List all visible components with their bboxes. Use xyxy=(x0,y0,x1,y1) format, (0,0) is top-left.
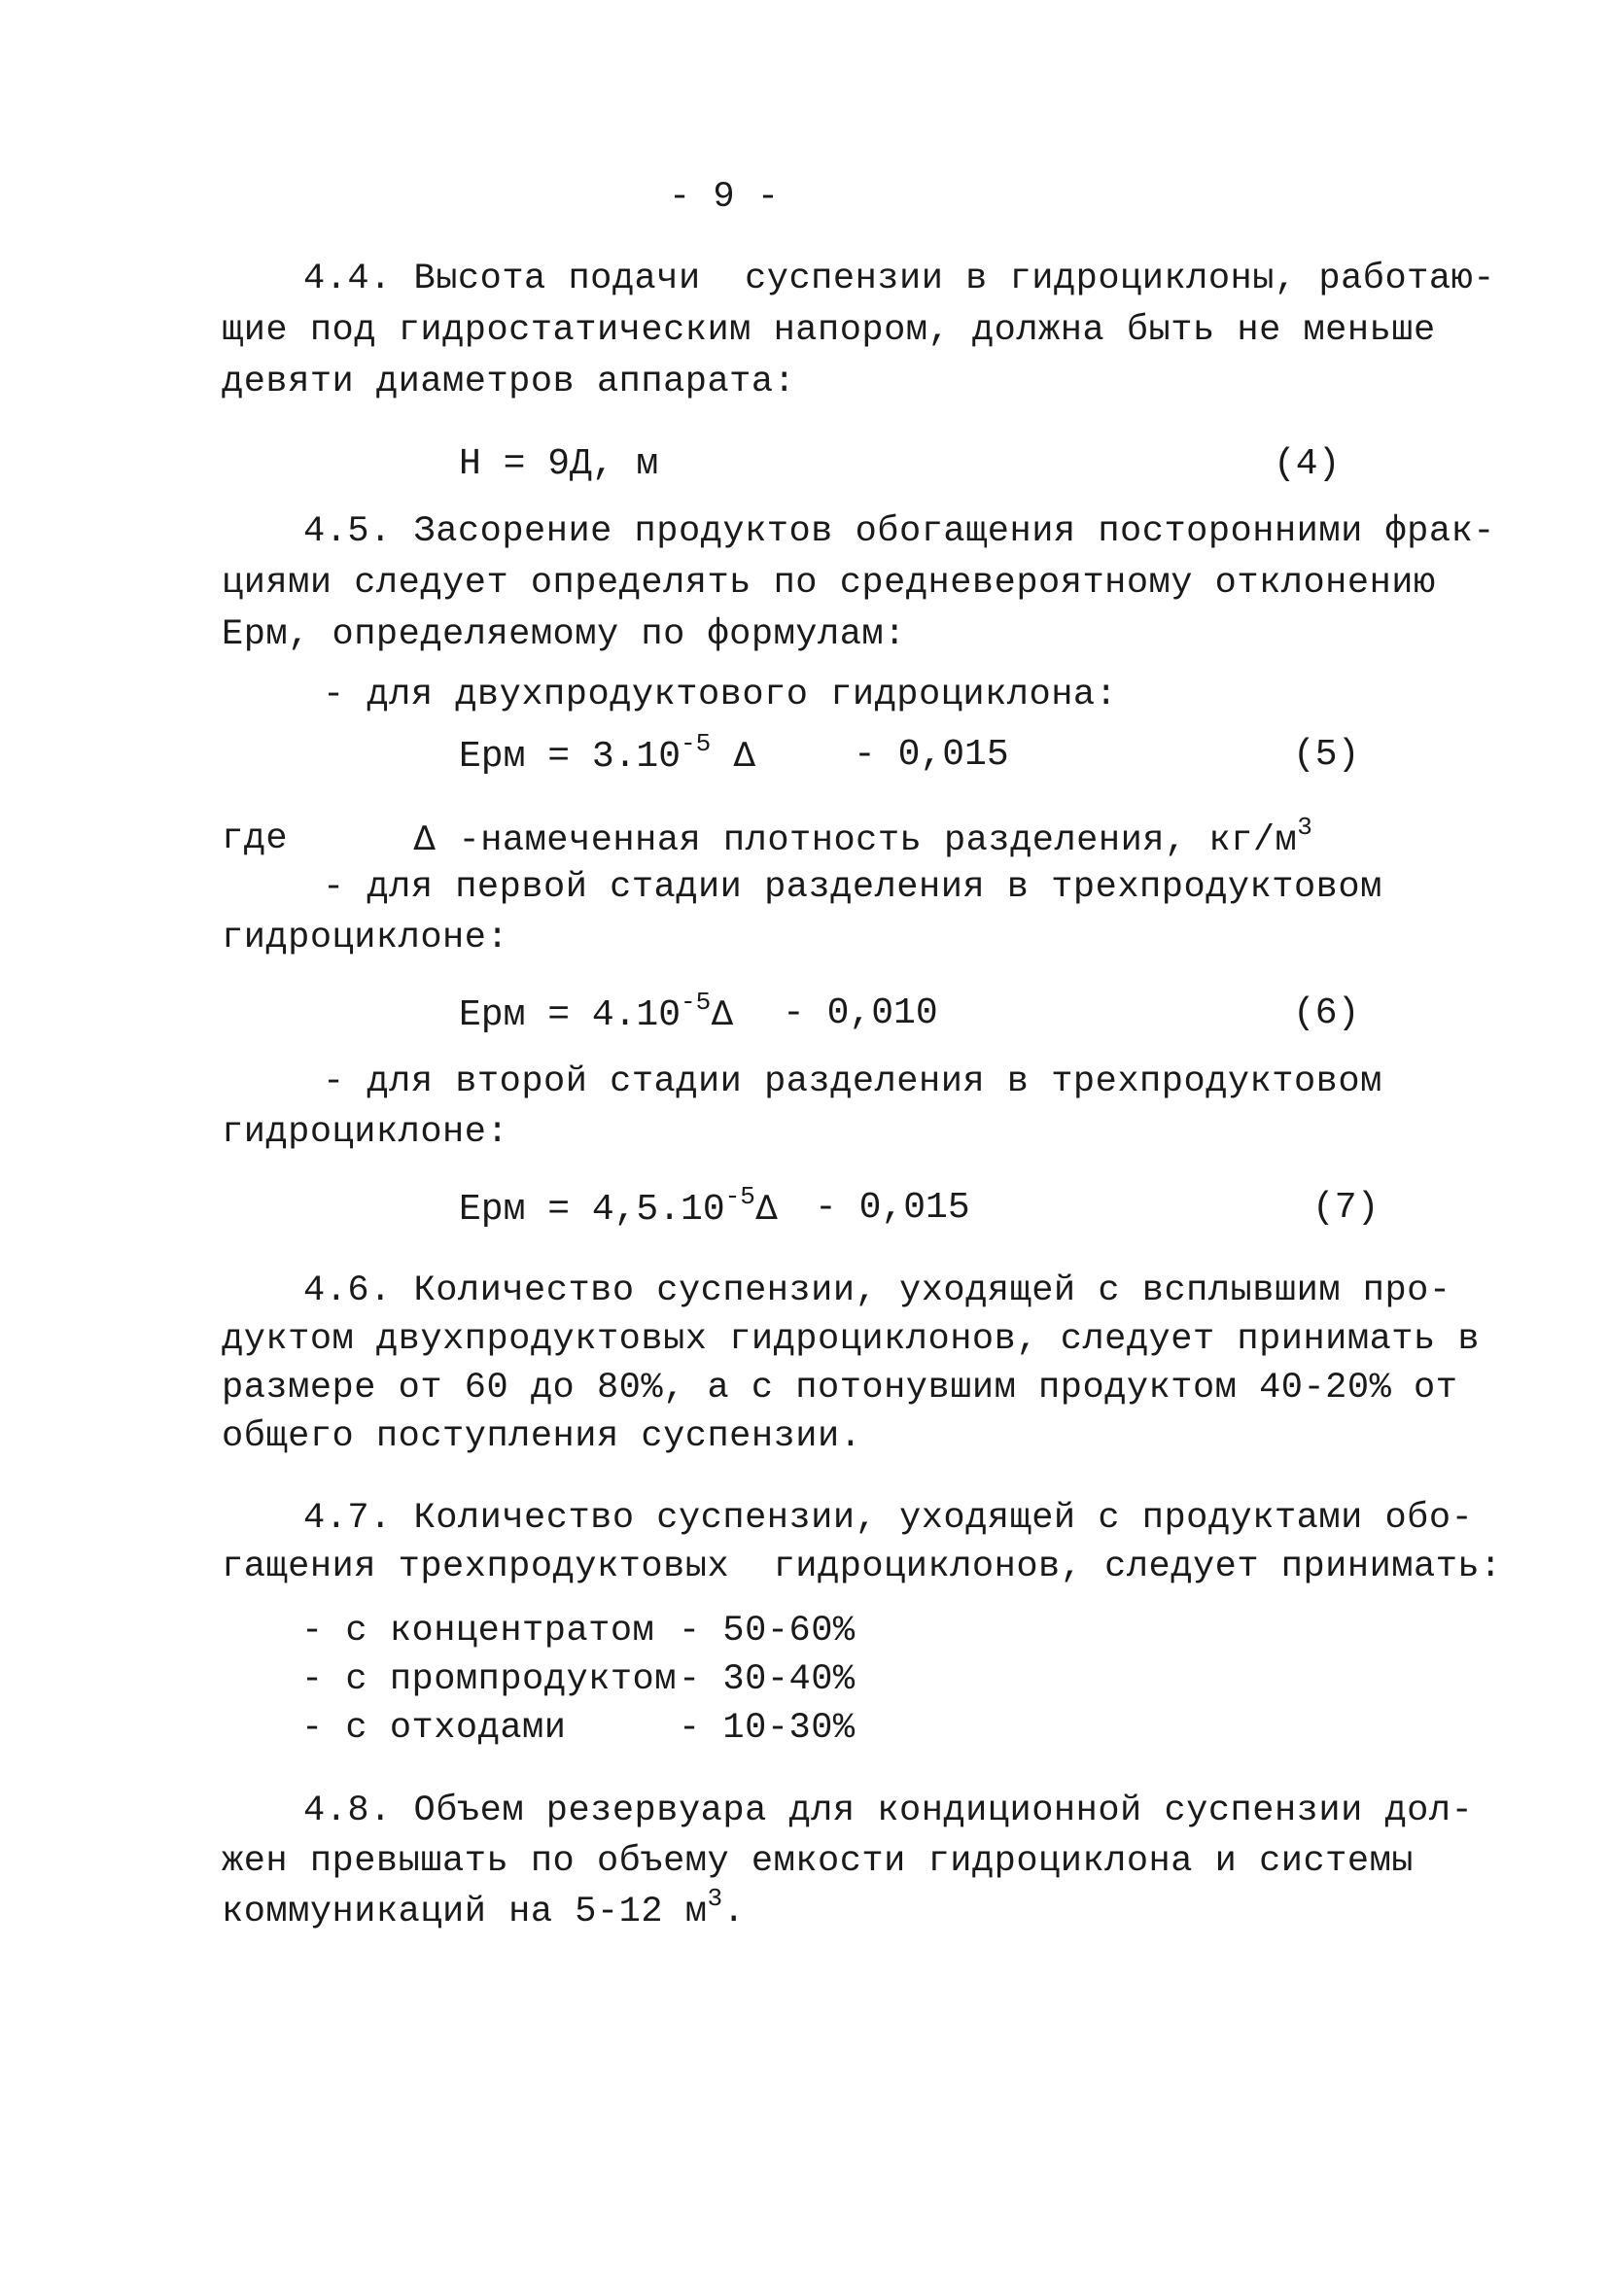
formula-7-number: (7) xyxy=(1312,1187,1380,1229)
list-item-label: - с отходами xyxy=(301,1708,567,1749)
where-exp: 3 xyxy=(1297,813,1313,842)
s47-line-2: гащения трехпродуктовых гидроциклонов, следует принимать: xyxy=(222,1547,1502,1587)
case-first-stage-line-2: гидроциклоне: xyxy=(222,918,509,958)
formula-6 xyxy=(459,990,734,1042)
delta-symbol: Δ xyxy=(413,819,437,858)
where-label: где xyxy=(222,818,289,859)
formula-7 xyxy=(459,1184,778,1236)
s45-line-1: 4.5. Засорение продуктов обогащения посторонними фрак- xyxy=(303,511,1495,552)
list-item-value: - 50-60% xyxy=(679,1611,856,1652)
case-two-product: - для двухпродуктового гидроциклона: xyxy=(323,675,1118,715)
formula-4-number: (4) xyxy=(1274,443,1341,485)
s48-last-end: . xyxy=(722,1892,746,1932)
s46-line-2: дуктом двухпродуктовых гидроциклонов, следует принимать в xyxy=(222,1319,1481,1360)
case-second-stage-line-2: гидроциклоне: xyxy=(222,1112,509,1153)
formula-7-rhs: - 0,015 xyxy=(815,1187,970,1229)
s46-line-4: общего поступления суспензии. xyxy=(222,1416,862,1457)
s44-line-2: щие под гидростатическим напором, должна быть не меньше xyxy=(222,310,1436,351)
s44-line-3: девяти диаметров аппарата: xyxy=(222,362,796,402)
where-definition xyxy=(413,815,1312,867)
formula-5-exp: -5 xyxy=(681,729,712,758)
s48-last-text: коммуникаций на 5-12 м xyxy=(222,1892,708,1932)
s48-line-3 xyxy=(222,1884,746,1938)
case-first-stage-line-1: - для первой стадии разделения в трехпродуктовом xyxy=(323,867,1382,908)
formula-6-number: (6) xyxy=(1293,992,1360,1034)
formula-6-rhs: - 0,010 xyxy=(783,992,938,1034)
formula-4: Н = 9Д, м xyxy=(459,443,659,485)
list-item-value: - 10-30% xyxy=(679,1708,856,1749)
case-second-stage-line-1: - для второй стадии разделения в трехпродуктовом xyxy=(323,1061,1382,1102)
s48-line-1: 4.8. Объем резервуара для кондиционной суспензии дол- xyxy=(303,1791,1474,1831)
s44-line-1: 4.4. Высота подачи суспензии в гидроциклоны, работаю- xyxy=(303,259,1495,299)
formula-5-rhs: - 0,015 xyxy=(854,734,1009,776)
list-item-label: - с концентратом xyxy=(301,1611,655,1652)
formula-7-lhs: Ерм = 4,5.10 xyxy=(459,1189,725,1231)
delta-symbol: Δ xyxy=(754,1189,779,1228)
list-item-label: - с промпродуктом xyxy=(301,1659,677,1700)
page-number: - 9 - xyxy=(669,177,780,218)
formula-5-number: (5) xyxy=(1293,734,1360,776)
formula-5 xyxy=(459,731,755,783)
s48-line-2: жен превышать по объему емкости гидроциклона и системы xyxy=(222,1841,1414,1882)
formula-6-lhs: Ерм = 4.10 xyxy=(459,994,682,1036)
s48-last-exp: 3 xyxy=(707,1884,723,1913)
s45-line-3: Ерм, определяемому по формулам: xyxy=(222,614,906,655)
formula-5-lhs: Ерм = 3.10 xyxy=(459,736,682,778)
list-item-value: - 30-40% xyxy=(679,1659,856,1700)
delta-symbol: Δ xyxy=(711,994,734,1033)
formula-7-exp: -5 xyxy=(724,1182,755,1211)
formula-6-exp: -5 xyxy=(681,988,712,1017)
s46-line-1: 4.6. Количество суспензии, уходящей с всплывшим про- xyxy=(303,1270,1451,1311)
s47-line-1: 4.7. Количество суспензии, уходящей с продуктами обо- xyxy=(303,1498,1474,1539)
where-text: -намеченная плотность разделения, кг/м xyxy=(458,820,1298,861)
s45-line-2: циями следует определять по средневероятному отклонению xyxy=(222,563,1436,604)
s46-line-3: размере от 60 до 80%, а с потонувшим продуктом 40-20% от xyxy=(222,1368,1458,1409)
delta-symbol: Δ xyxy=(733,736,756,775)
